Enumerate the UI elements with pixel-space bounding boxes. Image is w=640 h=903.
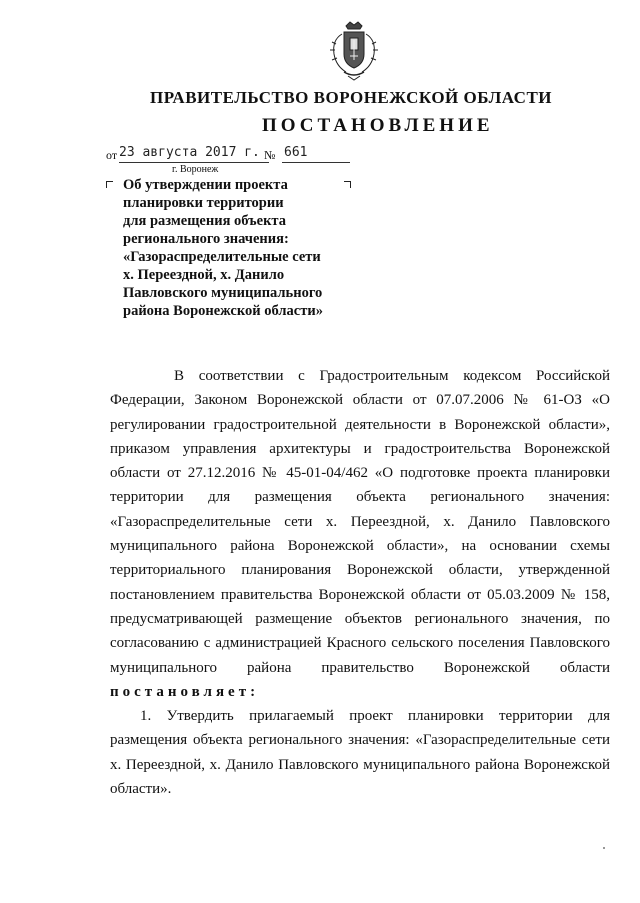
subject-line: Об утверждении проекта (123, 177, 288, 193)
document-subject (123, 176, 348, 320)
body-line: приказом управления архитектуры и градостроительства Воронежской (110, 440, 610, 457)
body-line: территориального планирования Воронежской области, утвержденной (110, 562, 610, 579)
body-line: постановлением правительства Воронежской области от 05.03.2009 № 158, (110, 586, 610, 603)
subject-corner-left (106, 181, 113, 188)
subject-line: Павловского муниципального (123, 285, 323, 301)
body-line: В соответствии с Градостроительным кодексом Российской (174, 368, 610, 384)
document-date: 23 августа 2017 г. (119, 145, 260, 160)
subject-line: «Газораспределительные сети (123, 249, 321, 265)
subject-line: регионального значения: (123, 231, 289, 247)
number-underline (282, 162, 350, 163)
body-line: муниципального района правительство Воронежской области (110, 659, 610, 676)
document-type: ПОСТАНОВЛЕНИЕ (262, 115, 494, 136)
subject-line: х. Переездной, х. Данило (123, 267, 285, 283)
from-label: от (106, 148, 118, 162)
body-line: х. Переездной, х. Данило Павловского муниципального района Воронежской (110, 756, 610, 773)
city-label: г. Воронеж (172, 164, 219, 175)
subject-line: планировки территории (123, 195, 284, 211)
subject-line: для размещения объекта (123, 213, 286, 229)
number-label: № (264, 148, 276, 162)
body-line: муниципального района Воронежской области», на основании схемы (110, 538, 610, 555)
body-line: размещения объекта регионального значения: «Газораспределительные сети (110, 732, 610, 749)
body-line: согласованию с администрацией Красного сельского поселения Павловского (110, 635, 610, 652)
body-line: «Газораспределительные сети х. Переездной, х. Данило Павловского (110, 513, 610, 530)
scan-speck (603, 847, 605, 849)
body-line: территории для размещения объекта регионального значения: (110, 489, 610, 506)
date-underline (119, 162, 269, 163)
body-line: предусматривающей размещение объектов регионального значения, по (110, 610, 610, 627)
coat-of-arms-icon (328, 20, 380, 82)
document-body (110, 364, 610, 801)
body-line: регулировании градостроительной деятельности в Воронежской области», (110, 416, 610, 433)
body-line: Федерации, Законом Воронежской области от 07.07.2006 № 61-ОЗ «О (110, 392, 610, 409)
document-number: 661 (284, 145, 308, 160)
body-line: 1. Утвердить прилагаемый проект планировки территории для (140, 708, 610, 725)
government-title: ПРАВИТЕЛЬСТВО ВОРОНЕЖСКОЙ ОБЛАСТИ (150, 88, 553, 107)
resolves-word: постановляет: (110, 683, 260, 700)
subject-line: района Воронежской области» (123, 303, 323, 319)
body-line: области». (110, 781, 172, 798)
body-line: области от 27.12.2016 № 45-01-04/462 «О подготовке проекта планировки (110, 465, 610, 482)
date-number-row (106, 143, 366, 165)
